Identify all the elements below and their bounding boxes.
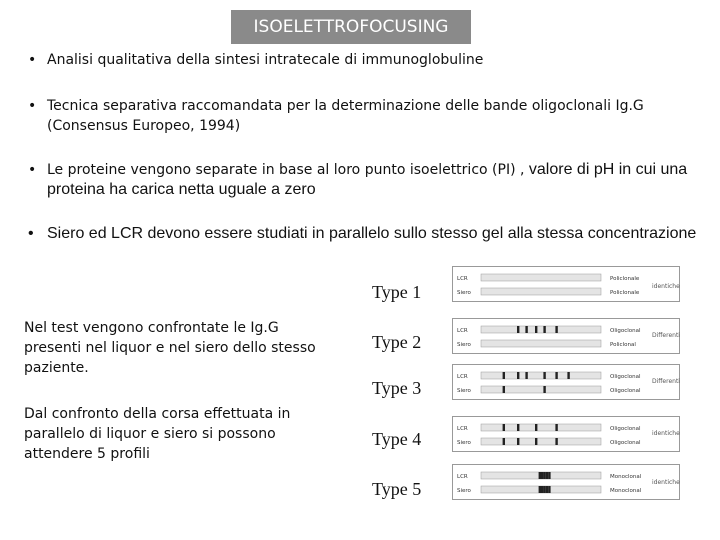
gel-strip-5	[452, 464, 680, 500]
band	[546, 472, 548, 479]
gel-strip-2	[452, 318, 680, 354]
slide-title: ISOELETTROFOCUSING	[231, 10, 471, 44]
lane-result: Oligoclonal	[610, 388, 641, 394]
band	[543, 326, 545, 333]
band	[503, 372, 505, 379]
bullet-item	[28, 224, 717, 244]
lane-track	[481, 288, 601, 295]
band	[543, 386, 545, 393]
side-label-3: Differenti	[652, 378, 680, 385]
band	[539, 486, 541, 493]
band	[555, 326, 557, 333]
lane-track	[481, 340, 601, 347]
gel-strip-svg	[453, 465, 679, 499]
lane-result: Policlonale	[610, 290, 640, 296]
band	[543, 486, 545, 493]
lane-track	[481, 386, 601, 393]
bullet-item	[28, 50, 717, 70]
lane-track	[481, 424, 601, 431]
band	[541, 472, 543, 479]
bullet-text: Le proteine vengono separate in base al loro punto isoelettrico (PI) ,	[47, 162, 525, 178]
lane-result: Oligoclonal	[610, 328, 641, 334]
band	[503, 386, 505, 393]
lane-track	[481, 438, 601, 445]
band	[525, 326, 527, 333]
bullet-text: Siero ed LCR devono essere studiati in parallelo sullo stesso gel alla stessa concentrazione	[47, 225, 697, 242]
band	[543, 472, 545, 479]
lane-label: Siero	[457, 342, 471, 348]
bullet-text: Tecnica separativa raccomandata per la determinazione delle bande oligoclonali Ig.G (Consensus Europeo, 1994)	[47, 98, 644, 134]
lane-result: Policlonale	[610, 276, 640, 282]
band	[541, 486, 543, 493]
band	[535, 326, 537, 333]
lane-label: LCR	[457, 328, 468, 334]
band	[503, 438, 505, 445]
type-label-5: Type 5	[372, 479, 422, 499]
gel-strip-1	[452, 266, 680, 302]
band	[548, 486, 550, 493]
gel-strip-svg	[453, 319, 679, 353]
bullet-text-tail: valore di pH in cui una proteina ha carica netta uguale a zero	[47, 161, 688, 198]
band	[517, 372, 519, 379]
lane-label: LCR	[457, 474, 468, 480]
lane-label: Siero	[457, 488, 471, 494]
band	[525, 372, 527, 379]
band	[535, 424, 537, 431]
type-label-3: Type 3	[372, 378, 422, 398]
band	[517, 438, 519, 445]
side-label-5: identiche	[652, 479, 680, 486]
band	[555, 424, 557, 431]
lane-result: Monoclonal	[610, 488, 642, 494]
band	[548, 472, 550, 479]
band	[539, 472, 541, 479]
side-label-1: identiche	[652, 283, 680, 290]
band	[517, 326, 519, 333]
gel-strip-svg	[453, 417, 679, 451]
lane-label: Siero	[457, 388, 471, 394]
lane-label: Siero	[457, 440, 471, 446]
lane-label: LCR	[457, 276, 468, 282]
band	[555, 372, 557, 379]
band	[535, 438, 537, 445]
band	[567, 372, 569, 379]
lane-result: Monoclonal	[610, 474, 642, 480]
lane-track	[481, 372, 601, 379]
lane-label: LCR	[457, 374, 468, 380]
gel-strip-4	[452, 416, 680, 452]
lane-track	[481, 326, 601, 333]
type-label-2: Type 2	[372, 332, 422, 352]
note-text-2: Dal confronto della corsa effettuata in parallelo di liquor e siero si possono attendere 5 profili	[24, 406, 291, 462]
bullet-item	[28, 160, 717, 200]
gel-strip-svg	[453, 365, 679, 399]
note-text-1: Nel test vengono confrontate le Ig.G presenti nel liquor e nel siero dello stesso paziente.	[24, 320, 316, 376]
band	[555, 438, 557, 445]
gel-strip-svg	[453, 267, 679, 301]
side-label-2: Differenti	[652, 332, 680, 339]
lane-label: LCR	[457, 426, 468, 432]
lane-result: Oligoclonal	[610, 440, 641, 446]
side-label-4: identiche	[652, 430, 680, 437]
lane-label: Siero	[457, 290, 471, 296]
bullet-text: Analisi qualitativa della sintesi intratecale di immunoglobuline	[47, 52, 484, 68]
lane-result: Policlonal	[610, 342, 636, 348]
lane-result: Oligoclonal	[610, 426, 641, 432]
gel-strip-3	[452, 364, 680, 400]
band	[503, 424, 505, 431]
band	[517, 424, 519, 431]
lane-result: Oligoclonal	[610, 374, 641, 380]
lane-track	[481, 274, 601, 281]
type-label-1: Type 1	[372, 282, 422, 302]
band	[546, 486, 548, 493]
band	[543, 372, 545, 379]
bullet-item	[28, 96, 717, 136]
type-label-4: Type 4	[372, 429, 422, 449]
